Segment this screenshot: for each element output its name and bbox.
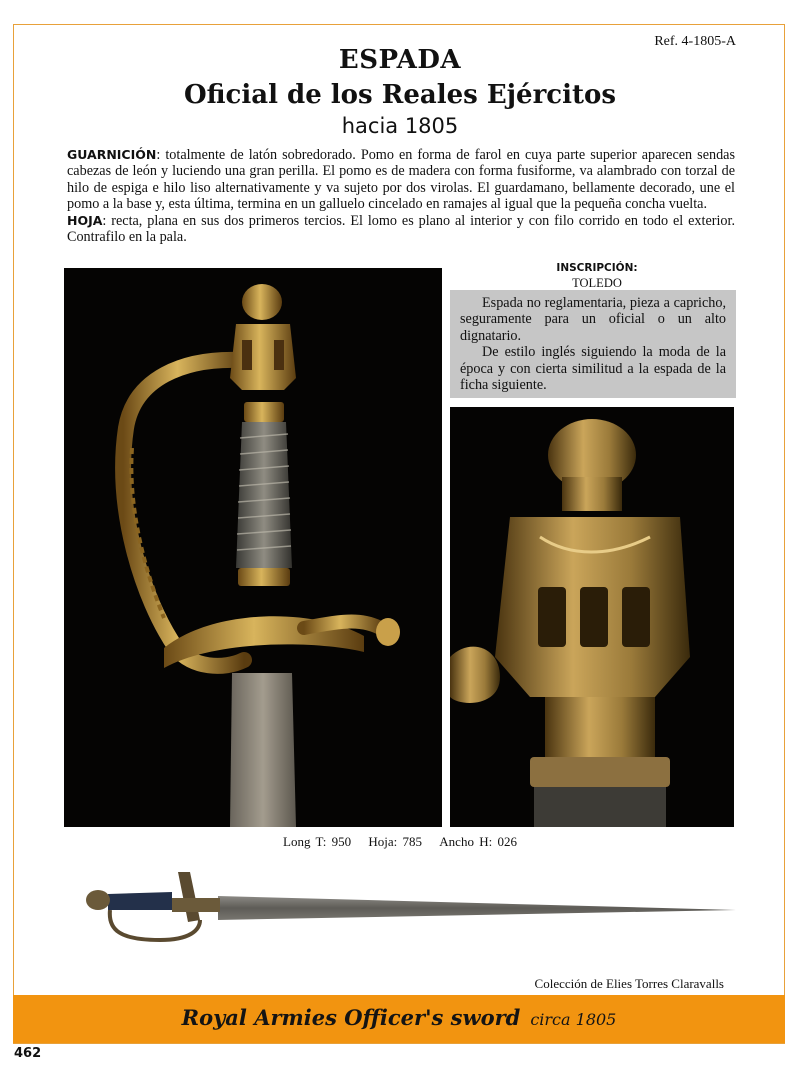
hilt-photo bbox=[64, 268, 442, 827]
hoja-label: HOJA bbox=[67, 212, 103, 228]
footer-banner bbox=[13, 995, 785, 1043]
note-box bbox=[450, 290, 736, 398]
dimensions bbox=[0, 834, 800, 850]
pommel-illustration bbox=[450, 407, 734, 827]
hoja-text: : recta, plana en sus dos primeros tercios. El lomo es plano al interior y con filo corrido en todo el exterior. Contrafilo en la pala. bbox=[67, 212, 735, 246]
hilt-illustration bbox=[64, 268, 442, 827]
full-sword-illustration bbox=[60, 860, 750, 950]
dimension-blade: Hoja: 785 bbox=[368, 834, 423, 849]
full-sword-photo bbox=[60, 860, 750, 950]
english-circa: circa 1805 bbox=[530, 1010, 617, 1029]
inscription-value: TOLEDO bbox=[572, 276, 622, 290]
page-title: ESPADA bbox=[338, 45, 462, 75]
page-number: 462 bbox=[14, 1046, 42, 1061]
guarnicion-text: : totalmente de latón sobredorado. Pomo en forma de farol en cuya parte superior aparecen sendas cabezas de león y luciendo una gran perilla. El pomo es de madera con forma fusiforme, va alambrado con torzal de hilo de espiga e hilo liso alternativamente y va sujeto por dos virolas. El guardamano, bellamente decorado, une el pomo a la base y, esta última, termina en un galluelo cincelado en ramajes al igual que la pequeña concha vuelta. bbox=[67, 147, 735, 213]
inscription-label: INSCRIPCIÓN: bbox=[556, 262, 638, 274]
guarnicion-label: GUARNICIÓN bbox=[67, 147, 157, 162]
collection-credit: Colección de Elies Torres Claravalls bbox=[534, 976, 724, 991]
description-block bbox=[67, 147, 735, 245]
reference-number: Ref. 4-1805-A bbox=[654, 34, 736, 49]
dimension-length: Long T: 950 bbox=[283, 834, 352, 849]
note-paragraph-1: Espada no reglamentaria, pieza a capricho, seguramente para un oficial o un alto dignatario. bbox=[460, 295, 726, 344]
page-subtitle: Oficial de los Reales Ejércitos bbox=[184, 80, 616, 110]
dimension-width: Ancho H: 026 bbox=[439, 834, 517, 849]
page-date: hacia 1805 bbox=[341, 114, 459, 138]
note-paragraph-2: De estilo inglés siguiendo la moda de la época y con cierta similitud a la espada de la ficha siguiente. bbox=[460, 344, 726, 394]
pommel-detail-photo bbox=[450, 407, 734, 827]
english-title: Royal Armies Officer's sword bbox=[181, 1005, 521, 1030]
